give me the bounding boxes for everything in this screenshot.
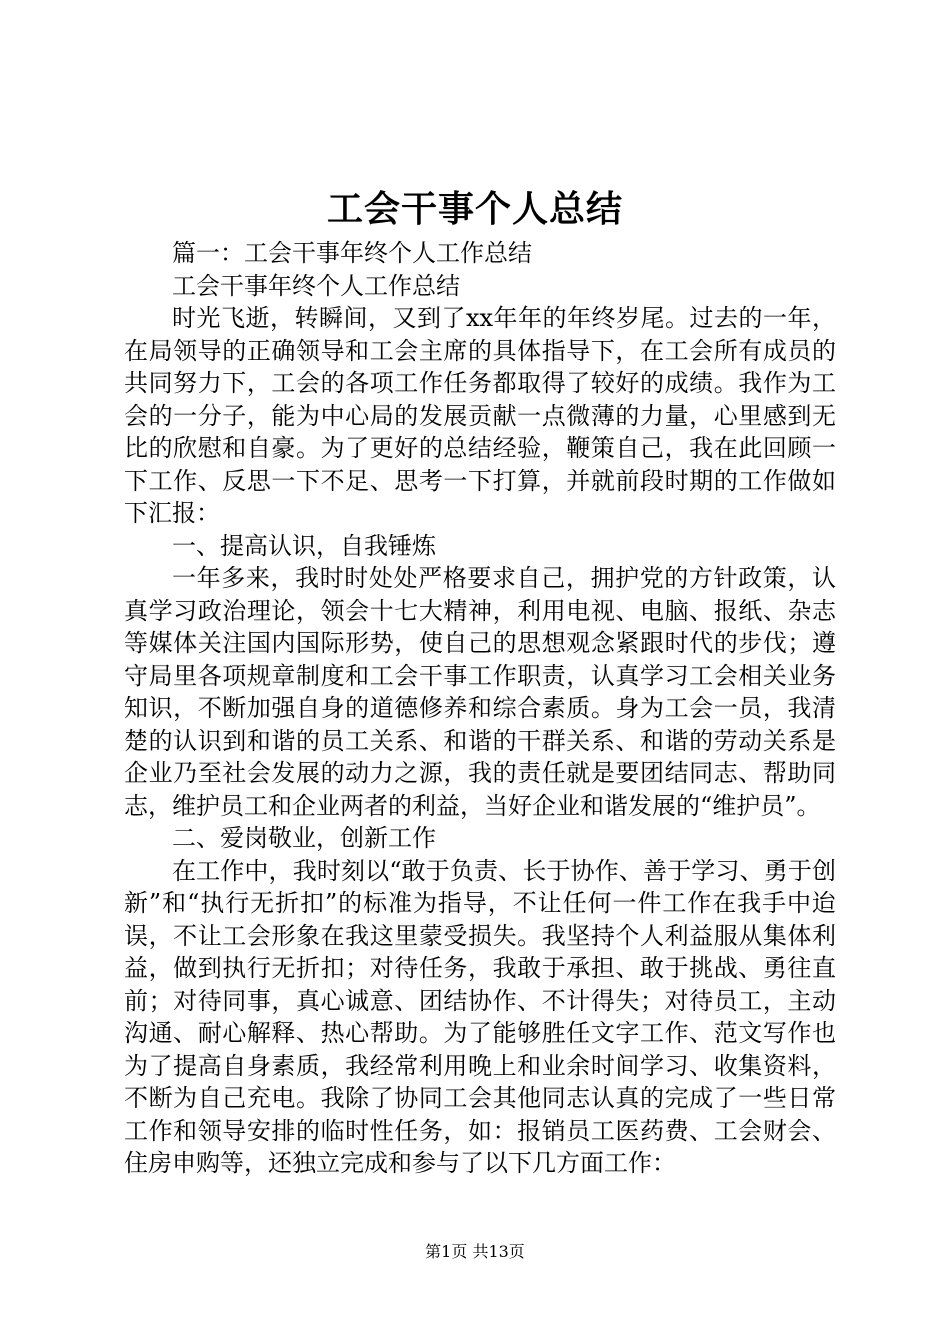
- page-footer: 第1页 共13页: [425, 1242, 525, 1261]
- section-heading: 篇一：工会干事年终个人工作总结: [172, 239, 532, 267]
- body-paragraph: 时光飞逝，转瞬间，又到了xx年年的年终岁尾。过去的一年，在局领导的正确领导和工会主席的具体指导下，在工会所有成员的共同努力下，工会的各项工作任务都取得了较好的成绩。我作为工会的一分子，能为中心局的发展贡献一点微薄的力量，心里感到无比的欣慰和自豪。为了更好的总结经验，鞭策自己，我在此回顾一下工作、反思一下不足、思考一下打算，并就前段时期的工作做如下汇报：: [124, 304, 836, 527]
- body-paragraph: 一年多来，我时时处处严格要求自己，拥护党的方针政策，认真学习政治理论，领会十七大精神，利用电视、电脑、报纸、杂志等媒体关注国内国际形势，使自己的思想观念紧跟时代的步伐；遵守局里各项规章制度和工会干事工作职责，认真学习工会相关业务知识，不断加强自身的道德修养和综合素质。身为工会一员，我清楚的认识到和谐的员工关系、和谐的干群关系、和谐的劳动关系是企业乃至社会发展的动力之源，我的责任就是要团结同志、帮助同志，维护员工和企业两者的利益，当好企业和谐发展的“维护员”。: [124, 564, 836, 820]
- body-paragraph: 在工作中，我时刻以“敢于负责、长于协作、善于学习、勇于创新”和“执行无折扣”的标准为指导，不让任何一件工作在我手中迨误，不让工会形象在我这里蒙受损失。我坚持个人利益服从集体利益，做到执行无折扣；对待任务，我敢于承担、敢于挑战、勇往直前；对待同事，真心诚意、团结协作、不计得失；对待员工，主动沟通、耐心解释、热心帮助。为了能够胜任文字工作、范文写作也为了提高自身素质，我经常利用晚上和业余时间学习、收集资料，不断为自己充电。我除了协同工会其他同志认真的完成了一些日常工作和领导安排的临时性任务，如：报销员工医药费、工会财会、住房申购等，还独立完成和参与了以下几方面工作：: [124, 856, 836, 1177]
- document-body: [124, 237, 836, 1180]
- subtitle: 工会干事年终个人工作总结: [172, 271, 460, 300]
- section-heading: 一、提高认识，自我锤炼: [172, 531, 436, 560]
- document-title: 工会干事个人总结: [326, 188, 623, 230]
- section-heading: 二、爱岗敬业，创新工作: [172, 824, 436, 852]
